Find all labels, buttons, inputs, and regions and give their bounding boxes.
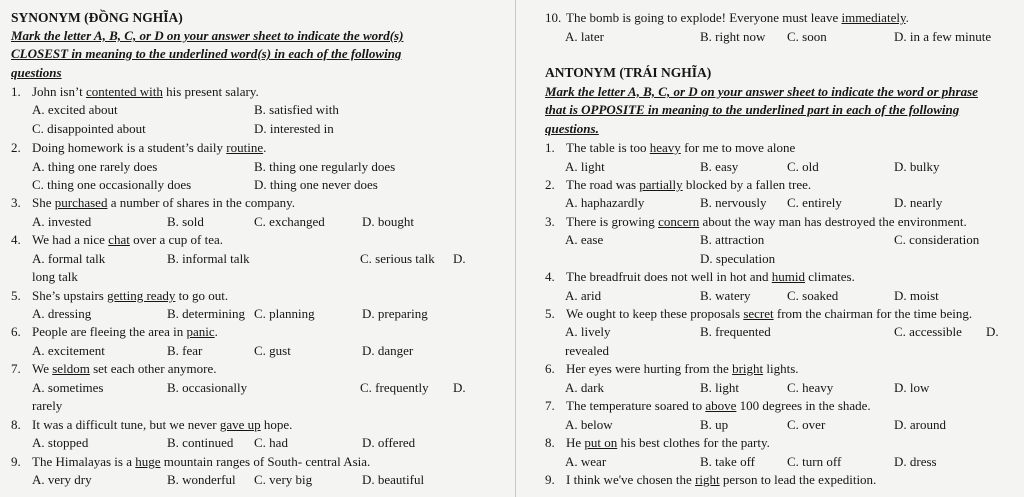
- answer-option-text[interactable]: long talk: [32, 269, 78, 284]
- answer-option[interactable]: A. haphazardly: [565, 195, 645, 210]
- answer-option[interactable]: B. attraction: [700, 232, 765, 247]
- answer-option[interactable]: A. formal talk: [32, 251, 106, 266]
- question-stem: 10. The bomb is going to explode! Everyone must leave immediately.: [545, 10, 909, 25]
- answer-option[interactable]: B. continued: [167, 435, 234, 450]
- answer-option-text[interactable]: revealed: [565, 343, 610, 358]
- antonym-instruction-1: Mark the letter A, B, C, or D on your answer sheet to indicate the word or phrase: [545, 84, 978, 99]
- answer-option[interactable]: B. wonderful: [167, 472, 236, 487]
- answer-option[interactable]: C. consideration: [894, 232, 980, 247]
- answer-option[interactable]: C. gust: [254, 343, 291, 358]
- answer-option[interactable]: D. bought: [362, 214, 414, 229]
- answer-option[interactable]: A. ease: [565, 232, 604, 247]
- answer-option[interactable]: B. take off: [700, 454, 755, 469]
- answer-option[interactable]: D. in a few minute: [894, 29, 992, 44]
- column-divider: [515, 0, 516, 497]
- answer-option[interactable]: C. accessible: [894, 324, 962, 339]
- question-stem: 5. She’s upstairs getting ready to go out.: [11, 288, 229, 303]
- answer-option[interactable]: D. moist: [894, 288, 939, 303]
- answer-option[interactable]: C. had: [254, 435, 288, 450]
- answer-option[interactable]: D. speculation: [700, 251, 776, 266]
- answer-option[interactable]: A. thing one rarely does: [32, 159, 158, 174]
- answer-option[interactable]: A. stopped: [32, 435, 89, 450]
- answer-option[interactable]: D. thing one never does: [254, 177, 378, 192]
- question-stem: 2. The road was partially blocked by a fallen tree.: [545, 177, 812, 192]
- answer-option-letter[interactable]: D.: [453, 251, 466, 266]
- answer-option[interactable]: C. very big: [254, 472, 313, 487]
- question-stem: 8. He put on his best clothes for the party.: [545, 435, 770, 450]
- answer-option[interactable]: B. right now: [700, 29, 766, 44]
- answer-option[interactable]: B. nervously: [700, 195, 767, 210]
- answer-option[interactable]: A. very dry: [32, 472, 92, 487]
- synonym-instruction-1: Mark the letter A, B, C, or D on your answer sheet to indicate the word(s): [11, 28, 404, 43]
- answer-option[interactable]: A. invested: [32, 214, 92, 229]
- answer-option[interactable]: C. entirely: [787, 195, 842, 210]
- answer-option-text[interactable]: rarely: [32, 398, 63, 413]
- answer-option[interactable]: B. watery: [700, 288, 751, 303]
- answer-option[interactable]: A. sometimes: [32, 380, 104, 395]
- answer-option[interactable]: C. soaked: [787, 288, 839, 303]
- answer-option[interactable]: A. excited about: [32, 102, 118, 117]
- question-stem: 9. I think we've chosen the right person to lead the expedition.: [545, 472, 877, 487]
- answer-option[interactable]: D. beautiful: [362, 472, 425, 487]
- answer-option[interactable]: C. soon: [787, 29, 827, 44]
- answer-option[interactable]: C. exchanged: [254, 214, 325, 229]
- synonym-instruction-2: CLOSEST in meaning to the underlined word(s) in each of the following: [11, 46, 402, 61]
- answer-option[interactable]: B. thing one regularly does: [254, 159, 396, 174]
- answer-option[interactable]: D. nearly: [894, 195, 943, 210]
- answer-option[interactable]: B. up: [700, 417, 729, 432]
- answer-option[interactable]: B. occasionally: [167, 380, 248, 395]
- answer-option[interactable]: B. fear: [167, 343, 203, 358]
- answer-option-letter[interactable]: D.: [453, 380, 466, 395]
- question-stem: 7. The temperature soared to above 100 degrees in the shade.: [545, 398, 871, 413]
- question-stem: 3. She purchased a number of shares in the company.: [11, 195, 296, 210]
- question-stem: 2. Doing homework is a student’s daily routine.: [11, 140, 267, 155]
- answer-option[interactable]: C. thing one occasionally does: [32, 177, 192, 192]
- question-stem: 4. The breadfruit does not well in hot and humid climates.: [545, 269, 855, 284]
- answer-option[interactable]: A. excitement: [32, 343, 105, 358]
- answer-option[interactable]: D. interested in: [254, 121, 334, 136]
- question-stem: 3. There is growing concern about the way man has destroyed the environment.: [545, 214, 967, 229]
- answer-option[interactable]: C. frequently: [360, 380, 429, 395]
- answer-option[interactable]: A. wear: [565, 454, 607, 469]
- answer-option[interactable]: D. bulky: [894, 159, 940, 174]
- answer-option[interactable]: C. disappointed about: [32, 121, 146, 136]
- antonym-heading: ANTONYM (TRÁI NGHĨA): [545, 65, 712, 80]
- question-stem: 4. We had a nice chat over a cup of tea.: [11, 232, 223, 247]
- question-stem: 1. John isn’t contented with his present salary.: [11, 84, 259, 99]
- question-stem: 6. People are fleeing the area in panic.: [11, 324, 218, 339]
- synonym-instruction-3: questions: [11, 65, 62, 80]
- antonym-instruction-2: that is OPPOSITE in meaning to the underlined part in each of the following: [545, 102, 960, 117]
- answer-option[interactable]: A. light: [565, 159, 605, 174]
- question-stem: 6. Her eyes were hurting from the bright lights.: [545, 361, 799, 376]
- answer-option[interactable]: C. planning: [254, 306, 315, 321]
- answer-option[interactable]: A. lively: [565, 324, 611, 339]
- antonym-instruction-3: questions.: [545, 121, 599, 136]
- answer-option[interactable]: A. dark: [565, 380, 604, 395]
- answer-option[interactable]: D. around: [894, 417, 946, 432]
- answer-option[interactable]: B. light: [700, 380, 740, 395]
- question-stem: 8. It was a difficult tune, but we never gave up hope.: [11, 417, 293, 432]
- answer-option[interactable]: C. heavy: [787, 380, 834, 395]
- answer-option[interactable]: B. determining: [167, 306, 245, 321]
- answer-option[interactable]: A. later: [565, 29, 604, 44]
- answer-option[interactable]: B. satisfied with: [254, 102, 339, 117]
- answer-option[interactable]: A. below: [565, 417, 613, 432]
- synonym-heading: SYNONYM (ĐỒNG NGHĨA): [11, 10, 183, 25]
- answer-option[interactable]: C. turn off: [787, 454, 842, 469]
- question-stem: 5. We ought to keep these proposals secret from the chairman for the time being.: [545, 306, 973, 321]
- answer-option[interactable]: C. old: [787, 159, 819, 174]
- answer-option[interactable]: D. preparing: [362, 306, 428, 321]
- answer-option[interactable]: B. informal talk: [167, 251, 250, 266]
- answer-option[interactable]: A. dressing: [32, 306, 92, 321]
- question-stem: 7. We seldom set each other anymore.: [11, 361, 217, 376]
- answer-option[interactable]: C. over: [787, 417, 826, 432]
- answer-option[interactable]: A. arid: [565, 288, 602, 303]
- question-stem: 9. The Himalayas is a huge mountain ranges of South- central Asia.: [11, 454, 371, 469]
- answer-option[interactable]: B. sold: [167, 214, 204, 229]
- answer-option[interactable]: D. dress: [894, 454, 937, 469]
- answer-option[interactable]: D. low: [894, 380, 930, 395]
- answer-option[interactable]: C. serious talk: [360, 251, 435, 266]
- answer-option[interactable]: D. offered: [362, 435, 416, 450]
- answer-option[interactable]: B. easy: [700, 159, 739, 174]
- answer-option[interactable]: B. frequented: [700, 324, 771, 339]
- answer-option[interactable]: D. danger: [362, 343, 414, 358]
- question-stem: 1. The table is too heavy for me to move alone: [545, 140, 796, 155]
- answer-option-letter[interactable]: D.: [986, 324, 999, 339]
